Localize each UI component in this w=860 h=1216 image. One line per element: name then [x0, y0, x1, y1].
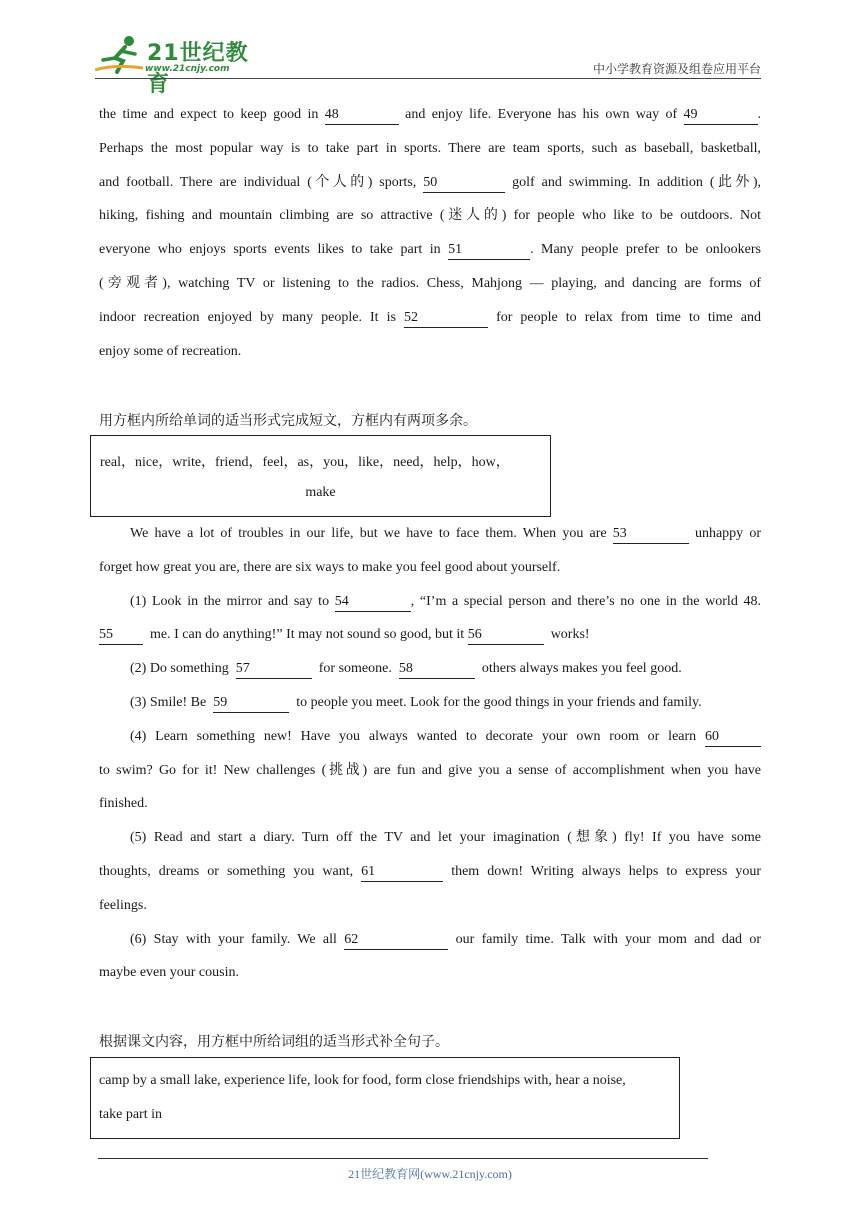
- blank-54[interactable]: 54: [335, 593, 411, 612]
- logo-url: www.21cnjy.com: [145, 64, 230, 74]
- passage-line: (6) Stay with your family. We all 62 our family time. Talk with your mom and dad or: [99, 923, 761, 957]
- footer-text: 21世纪教育网(www.21cnjy.com): [348, 1167, 512, 1181]
- blank-55[interactable]: 55: [99, 626, 143, 645]
- blank-51[interactable]: 51: [448, 241, 530, 260]
- passage-line: indoor recreation enjoyed by many people. It is 52 for people to relax from time to time and: [99, 301, 761, 335]
- site-logo: [95, 34, 265, 97]
- word-box-1: [90, 435, 551, 517]
- passage-line: We have a lot of troubles in our life, but we have to face them. When you are 53 unhappy or: [99, 517, 761, 551]
- passage-line: maybe even your cousin.: [99, 965, 239, 981]
- passage-line: (2) Do something 57 for someone. 58 others always makes you feel good.: [99, 652, 761, 686]
- blank-49[interactable]: 49: [684, 106, 758, 125]
- blank-59[interactable]: 59: [213, 694, 289, 713]
- header-divider: [95, 78, 761, 79]
- passage-line: hiking, fishing and mountain climbing are so attractive (迷人的) for people who like to be outdoors. Not: [99, 208, 761, 224]
- logo-text: 21世纪教育: [147, 41, 249, 97]
- blank-48[interactable]: 48: [325, 106, 399, 125]
- blank-53[interactable]: 53: [613, 525, 689, 544]
- passage-1: [99, 98, 761, 368]
- passage-line: 55 me. I can do anything!” It may not sound so good, but it 56 works!: [99, 618, 761, 652]
- passage-line: enjoy some of recreation.: [99, 343, 242, 359]
- runner-logo-icon: [95, 34, 145, 76]
- passage-line: the time and expect to keep good in 48 and enjoy life. Everyone has his own way of 49 .: [99, 98, 761, 132]
- passage-line: (1) Look in the mirror and say to 54 , “I’m a special person and there’s no one in the world 48.: [99, 585, 761, 619]
- blank-61[interactable]: 61: [361, 863, 443, 882]
- passage-line: everyone who enjoys sports events likes to take part in 51 . Many people prefer to be onlookers: [99, 233, 761, 267]
- blank-58[interactable]: 58: [399, 660, 475, 679]
- passage-line: (3) Smile! Be 59 to people you meet. Look for the good things in your friends and family.: [99, 686, 761, 720]
- word-box-line: make: [305, 485, 336, 500]
- passage-line: to swim? Go for it! New challenges (挑战) are fun and give you a sense of accomplishment when you have: [99, 762, 761, 778]
- phrase-box-line: take part in: [99, 1107, 162, 1122]
- section-3-heading: 根据课文内容，用方框中所给词组的适当形式补全句子。: [99, 1034, 449, 1050]
- passage-line: and football. There are individual (个人的) sports, 50 golf and swimming. In addition (此外),: [99, 166, 761, 200]
- passage-line: feelings.: [99, 897, 147, 913]
- passage-line: Perhaps the most popular way is to take part in sports. There are team sports, such as baseball, basketball,: [99, 140, 761, 156]
- passage-line: finished.: [99, 796, 148, 812]
- blank-50[interactable]: 50: [423, 174, 505, 193]
- blank-60[interactable]: 60: [705, 728, 761, 747]
- section-2-heading: 用方框内所给单词的适当形式完成短文，方框内有两项多余。: [99, 413, 477, 429]
- phrase-box-line: camp by a small lake, experience life, look for food, form close friendships with, hear a noise,: [99, 1073, 626, 1088]
- passage-line: (旁观者), watching TV or listening to the radios. Chess, Mahjong — playing, and dancing are forms of: [99, 275, 761, 291]
- blank-62[interactable]: 62: [344, 931, 448, 950]
- blank-52[interactable]: 52: [404, 309, 488, 328]
- passage-2: [99, 517, 761, 990]
- passage-line: forget how great you are, there are six ways to make you feel good about yourself.: [99, 559, 561, 575]
- footer-divider: [98, 1158, 708, 1159]
- platform-name: 中小学教育资源及组卷应用平台: [592, 62, 761, 76]
- phrase-box: [90, 1057, 680, 1139]
- blank-57[interactable]: 57: [236, 660, 312, 679]
- passage-line: (5) Read and start a diary. Turn off the TV and let your imagination (想象) fly! If you have some: [130, 830, 761, 846]
- word-box-line: real，nice，write，friend，feel，as，you，like，need，help，how，: [100, 455, 510, 470]
- passage-line: (4) Learn something new! Have you always wanted to decorate your own room or learn 60: [99, 720, 761, 754]
- blank-56[interactable]: 56: [468, 626, 544, 645]
- page-header: [95, 28, 761, 97]
- passage-line: thoughts, dreams or something you want, 61 them down! Writing always helps to express your: [99, 855, 761, 889]
